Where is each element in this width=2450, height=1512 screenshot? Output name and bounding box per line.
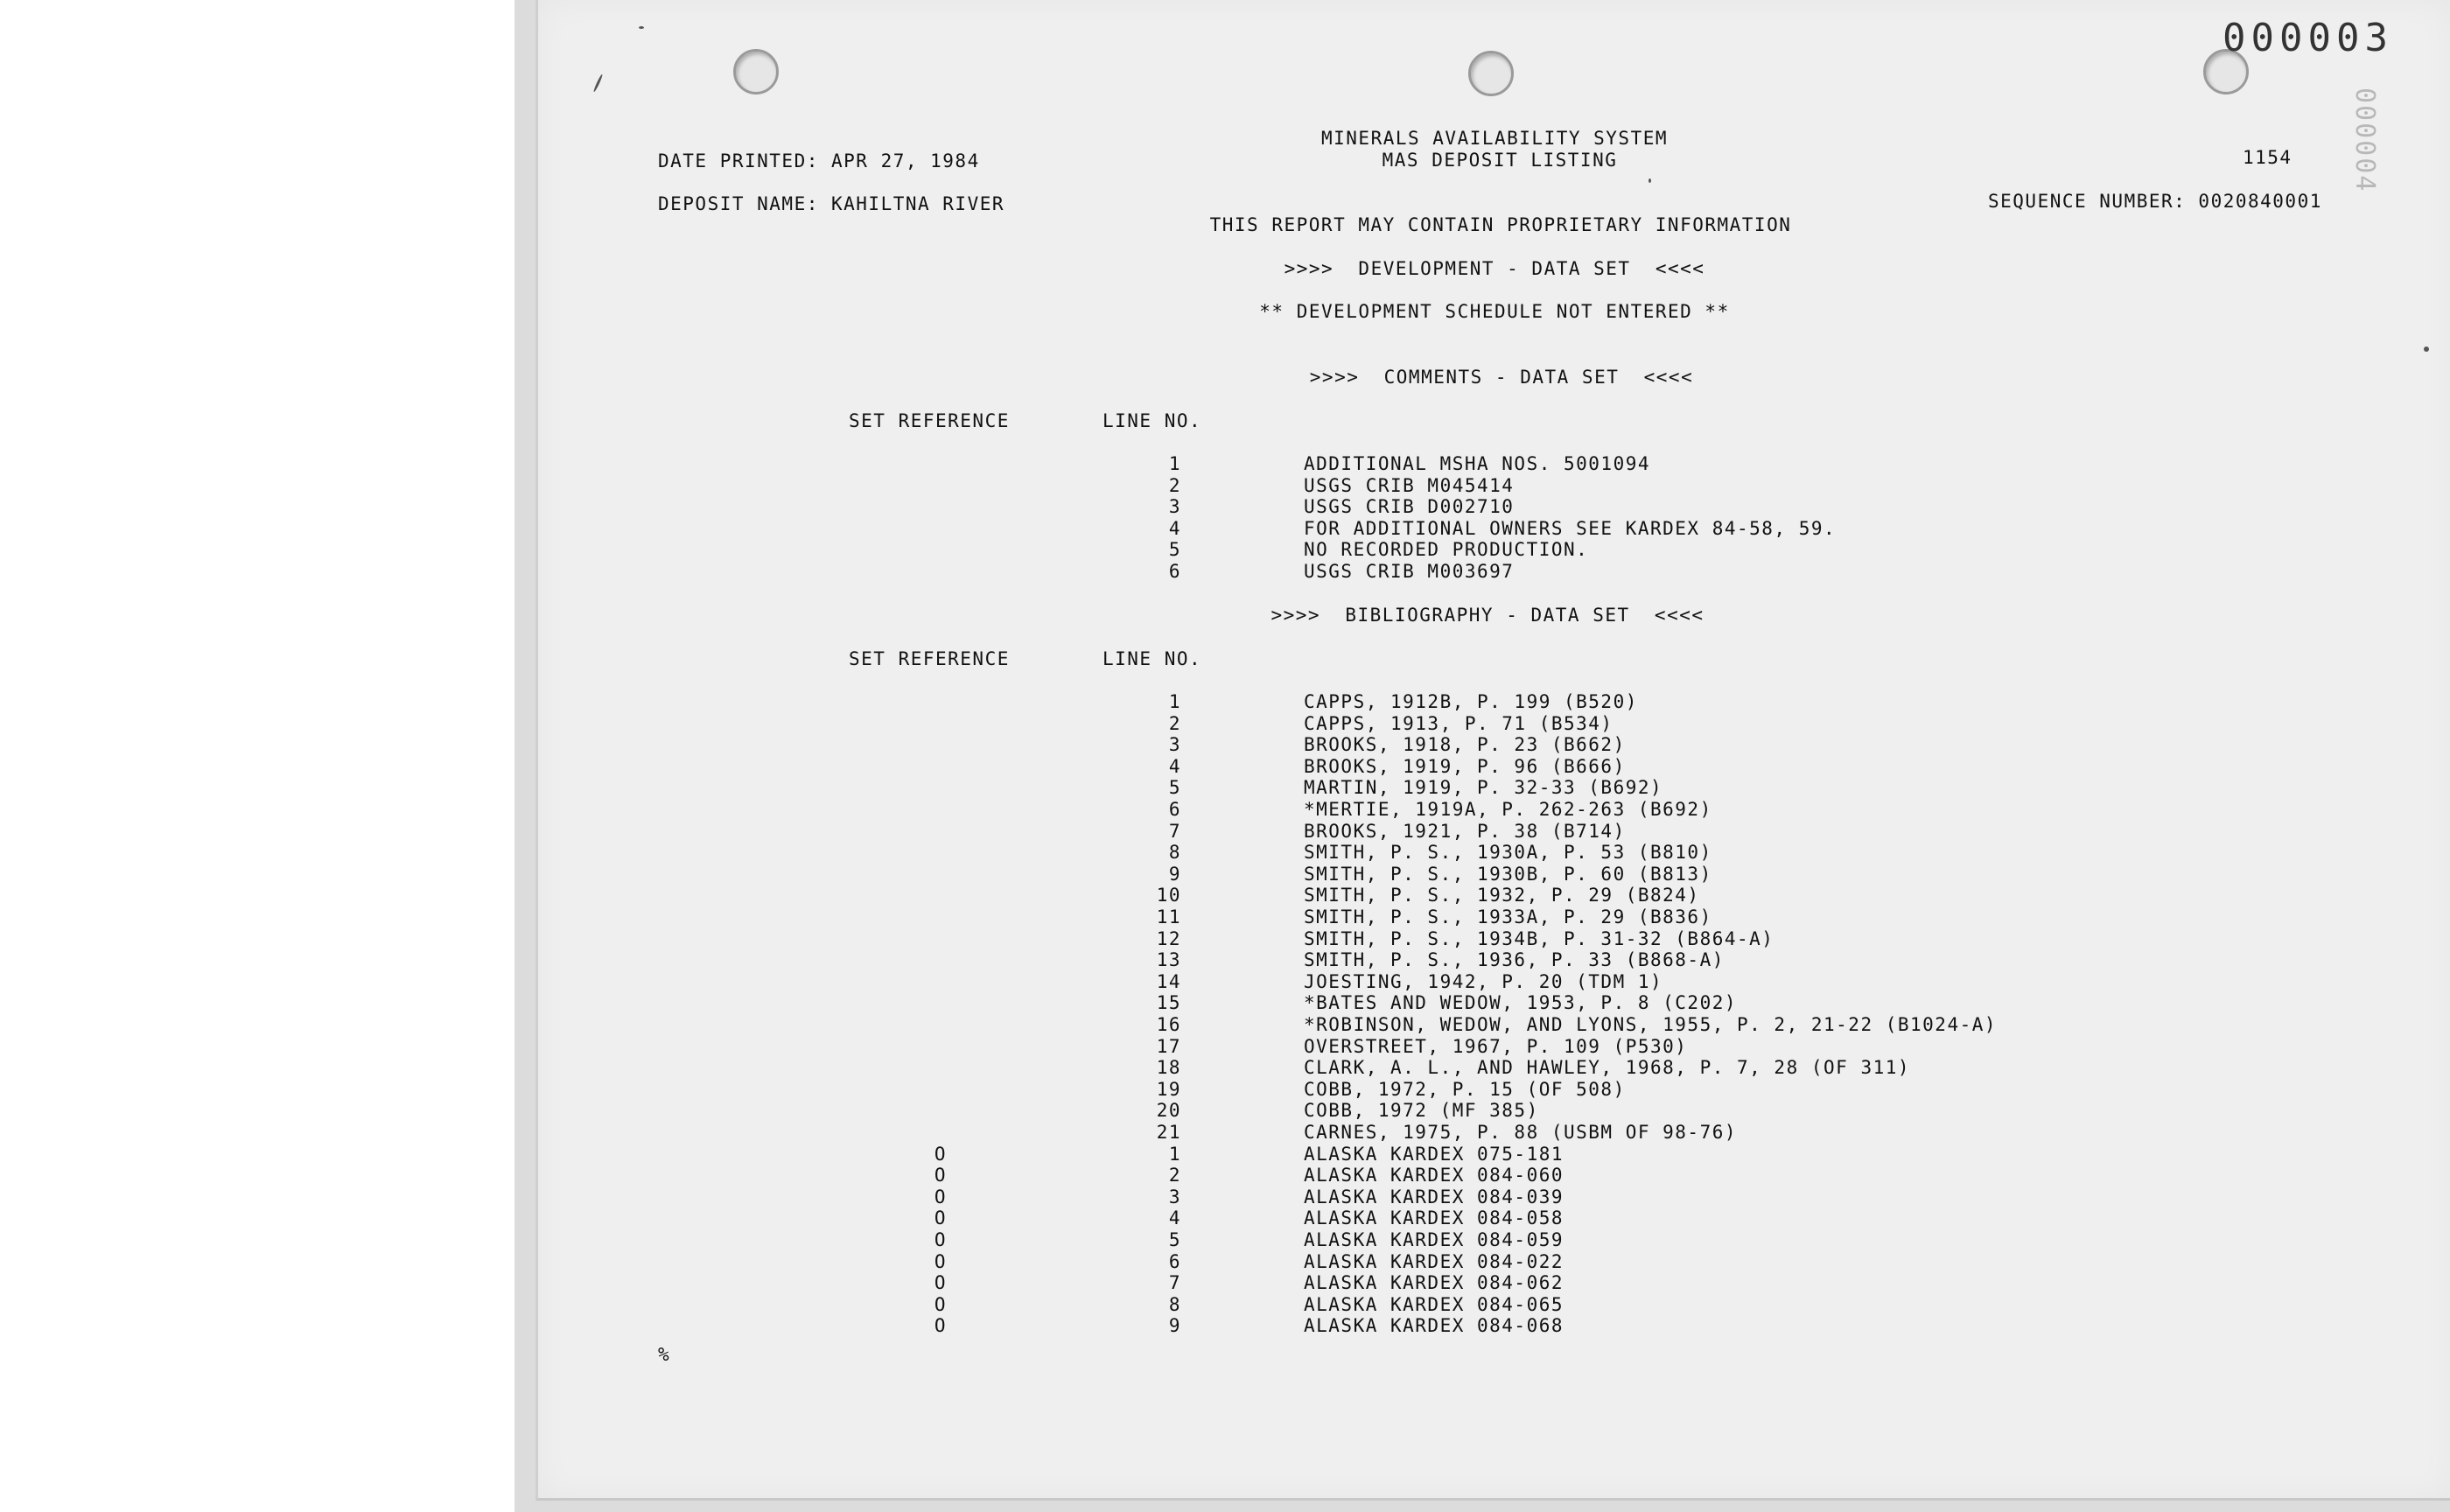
entry-text-cell: ALASKA KARDEX 084-060	[1304, 1165, 1564, 1186]
entry-text-cell: ALASKA KARDEX 084-059	[1304, 1229, 1564, 1250]
entry-text-cell: ALASKA KARDEX 084-062	[1304, 1272, 1564, 1294]
page-stamp: 000003	[2222, 16, 2393, 60]
line-number-cell: 9	[1168, 863, 1181, 885]
development-note: ** DEVELOPMENT SCHEDULE NOT ENTERED **	[1259, 301, 1730, 322]
line-number-cell: 4	[1168, 755, 1181, 777]
line-number-cell: 18	[1156, 1057, 1181, 1079]
line-number-cell: 6	[1168, 1250, 1181, 1272]
set-reference-cell: O	[934, 1315, 948, 1337]
entry-text-cell: SMITH, P. S., 1932, P. 29 (B824)	[1304, 885, 1700, 906]
system-title: MINERALS AVAILABILITY SYSTEM	[1320, 128, 1669, 149]
line-number-cell: 8	[1168, 842, 1181, 864]
line-number-cell: 3	[1168, 496, 1181, 518]
line-number-cell: 14	[1156, 970, 1181, 992]
entry-text-cell: CAPPS, 1913, P. 71 (B534)	[1304, 712, 1614, 734]
entry-text-cell: JOESTING, 1942, P. 20 (TDM 1)	[1304, 970, 1663, 992]
entry-text-cell: USGS CRIB M045414	[1304, 474, 1515, 496]
line-number-cell: 19	[1156, 1078, 1181, 1100]
entry-text-cell: BROOKS, 1919, P. 96 (B666)	[1304, 755, 1626, 777]
line-number-cell: 2	[1168, 1165, 1181, 1186]
entry-text-cell: COBB, 1972 (MF 385)	[1304, 1100, 1539, 1122]
entry-text-cell: SMITH, P. S., 1930A, P. 53 (B810)	[1304, 842, 1712, 864]
proprietary-notice: THIS REPORT MAY CONTAIN PROPRIETARY INFORMATION	[1209, 214, 1792, 235]
entry-text-cell: SMITH, P. S., 1934B, P. 31-32 (B864-A)	[1304, 928, 1774, 949]
line-number-cell: 5	[1168, 777, 1181, 799]
entry-text-cell: ALASKA KARDEX 084-022	[1304, 1250, 1564, 1272]
entry-text-cell: SMITH, P. S., 1936, P. 33 (B868-A)	[1304, 949, 1725, 971]
entry-text-cell: ALASKA KARDEX 084-065	[1304, 1293, 1564, 1315]
entry-text-cell: SMITH, P. S., 1930B, P. 60 (B813)	[1304, 863, 1712, 885]
sequence-number: SEQUENCE NUMBER: 0020840001	[1988, 191, 2322, 212]
entry-text-cell: ADDITIONAL MSHA NOS. 5001094	[1304, 453, 1651, 474]
line-number-cell: 7	[1168, 1272, 1181, 1294]
line-number-cell: 5	[1168, 539, 1181, 561]
bibliography-section-title: >>>> BIBLIOGRAPHY - DATA SET <<<<	[1270, 605, 1704, 626]
development-section-title: >>>> DEVELOPMENT - DATA SET <<<<	[1284, 258, 1705, 279]
line-number-cell: 5	[1168, 1229, 1181, 1250]
entry-text-cell: ALASKA KARDEX 084-039	[1304, 1186, 1564, 1208]
line-number-cell: 3	[1168, 734, 1181, 756]
line-number-cell: 21	[1156, 1122, 1181, 1143]
line-number-cell: 8	[1168, 1293, 1181, 1315]
set-reference-cell: O	[934, 1165, 948, 1186]
line-number-cell: 12	[1156, 928, 1181, 949]
deposit-name: DEPOSIT NAME: KAHILTNA RIVER	[658, 193, 1005, 214]
line-number-cell: 2	[1168, 474, 1181, 496]
line-number-cell: 3	[1168, 1186, 1181, 1208]
page-number: 1154	[2243, 147, 2292, 168]
entry-text-cell: *MERTIE, 1919A, P. 262-263 (B692)	[1304, 799, 1712, 820]
bibliography-col-line-no: LINE NO.	[1102, 648, 1202, 669]
line-number-cell: 1	[1168, 453, 1181, 474]
entry-text-cell: USGS CRIB M003697	[1304, 561, 1515, 582]
entry-text-cell: ALASKA KARDEX 084-058	[1304, 1208, 1564, 1229]
entry-text-cell: USGS CRIB D002710	[1304, 496, 1515, 518]
punch-hole-center	[1468, 51, 1514, 96]
entry-text-cell: OVERSTREET, 1967, P. 109 (P530)	[1304, 1035, 1688, 1057]
comments-col-set-reference: SET REFERENCE	[849, 410, 1010, 431]
entry-text-cell: BROOKS, 1918, P. 23 (B662)	[1304, 734, 1626, 756]
entry-text-cell: ALASKA KARDEX 075-181	[1304, 1143, 1564, 1165]
line-number-cell: 4	[1168, 1208, 1181, 1229]
set-reference-cell: O	[934, 1293, 948, 1315]
comments-col-line-no: LINE NO.	[1102, 410, 1202, 431]
line-number-cell: 17	[1156, 1035, 1181, 1057]
entry-text-cell: *ROBINSON, WEDOW, AND LYONS, 1955, P. 2, 21-22 (B1024-A)	[1304, 1014, 1998, 1035]
set-reference-cell: O	[934, 1250, 948, 1272]
line-number-cell: 6	[1168, 561, 1181, 582]
entry-text-cell: *BATES AND WEDOW, 1953, P. 8 (C202)	[1304, 992, 1738, 1014]
line-number-cell: 20	[1156, 1100, 1181, 1122]
entry-text-cell: FOR ADDITIONAL OWNERS SEE KARDEX 84-58, 59.	[1304, 517, 1837, 539]
listing-title: MAS DEPOSIT LISTING	[1382, 150, 1618, 171]
set-reference-cell: O	[934, 1272, 948, 1294]
comments-section-title: >>>> COMMENTS - DATA SET <<<<	[1309, 367, 1694, 388]
date-printed: DATE PRINTED: APR 27, 1984	[658, 150, 980, 172]
footer-mark: %	[658, 1344, 671, 1365]
line-number-cell: 1	[1168, 1143, 1181, 1165]
set-reference-cell: O	[934, 1229, 948, 1250]
punch-hole-left	[733, 49, 779, 94]
set-reference-cell: O	[934, 1186, 948, 1208]
line-number-cell: 2	[1168, 712, 1181, 734]
scan-speck	[639, 26, 644, 29]
bibliography-col-set-reference: SET REFERENCE	[849, 648, 1010, 669]
entry-text-cell: CARNES, 1975, P. 88 (USBM OF 98-76)	[1304, 1122, 1738, 1143]
line-number-cell: 6	[1168, 799, 1181, 820]
entry-text-cell: CAPPS, 1912B, P. 199 (B520)	[1304, 691, 1638, 712]
entry-text-cell: BROOKS, 1921, P. 38 (B714)	[1304, 820, 1626, 842]
scan-speck	[1648, 178, 1651, 183]
line-number-cell: 11	[1156, 906, 1181, 928]
line-number-cell: 10	[1156, 885, 1181, 906]
line-number-cell: 4	[1168, 517, 1181, 539]
set-reference-cell: O	[934, 1208, 948, 1229]
line-number-cell: 7	[1168, 820, 1181, 842]
entry-text-cell: COBB, 1972, P. 15 (OF 508)	[1304, 1078, 1626, 1100]
entry-text-cell: CLARK, A. L., AND HAWLEY, 1968, P. 7, 28 (OF 311)	[1304, 1057, 1911, 1079]
line-number-cell: 9	[1168, 1315, 1181, 1337]
vertical-stamp: 000004	[2349, 88, 2380, 193]
entry-text-cell: SMITH, P. S., 1933A, P. 29 (B836)	[1304, 906, 1712, 928]
entry-text-cell: ALASKA KARDEX 084-068	[1304, 1315, 1564, 1337]
line-number-cell: 13	[1156, 949, 1181, 971]
line-number-cell: 15	[1156, 992, 1181, 1014]
entry-text-cell: NO RECORDED PRODUCTION.	[1304, 539, 1589, 561]
scan-speck	[2424, 346, 2429, 352]
set-reference-cell: O	[934, 1143, 948, 1165]
line-number-cell: 1	[1168, 691, 1181, 712]
entry-text-cell: MARTIN, 1919, P. 32-33 (B692)	[1304, 777, 1663, 799]
line-number-cell: 16	[1156, 1014, 1181, 1035]
